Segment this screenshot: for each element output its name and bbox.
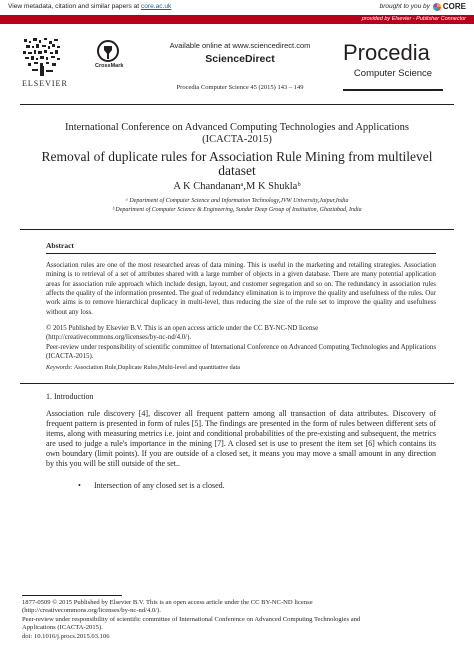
bullet-text: Intersection of any closed set is a closed. <box>94 481 225 490</box>
license-link[interactable]: (http://creativecommons.org/licenses/by-nc-nd/4.0/). <box>46 334 192 342</box>
affiliation-a: ᵃ Department of Computer Science and Information Technology,JVW University,Jaipur,India <box>125 198 349 204</box>
footer-block <box>22 599 462 641</box>
abstract-heading: Abstract <box>46 241 74 250</box>
abstract-body <box>46 261 436 317</box>
publisher-name: ELSEVIER <box>22 79 68 88</box>
paper-authors: A K Chandananᵃ,M K Shuklaᵇ <box>173 181 301 192</box>
introduction-heading: 1. Introduction <box>46 392 94 401</box>
crossmark-label: CrossMark <box>95 63 124 69</box>
abstract-bottom-divider <box>20 383 454 384</box>
procedia-subtitle: Computer Science <box>353 68 433 79</box>
header-divider <box>20 104 454 105</box>
copyright-line: © 2015 Published by Elsevier B.V. This is an open access article under the CC BY-NC-ND license <box>46 325 319 332</box>
brought-by-label: brought to you by <box>379 3 430 10</box>
procedia-title: Procedia <box>343 40 430 65</box>
abstract-top-divider <box>20 229 454 230</box>
procedia-logo <box>343 41 443 91</box>
introduction-body <box>46 409 436 470</box>
metadata-prefix: View metadata, citation and similar papers at <box>8 3 140 10</box>
introduction-paragraph: Association rule discovery [4], discover all frequent pattern among all transaction of data attributes. Discovery of frequent pattern is presented in form of rules [5]. The findings are presented in the form of rules between different sets of items, along with measuring metrics i.e. joint and conditional probabilities of the pre-existing and subsequent, the metrics are used to judge a rule's importance in the mining [7]. A closed set is use to present the item set [6] which contains its own boundary (limit points). If you are outside of a closed set, it means you may move a small amount in any direction by this you will be still outside of the set.. <box>46 409 436 469</box>
abstract-text: Association rules are one of the most researched areas of data mining. This is useful in the marketing and retailing strategies. Association mining is to retrieval of a set of attributes shared with a large number of objects in a given database. There are many potential application areas for association rule approach which include design, layout, and customer segregation and so on. The redundancy in association rules affects the quality of the information presented. The goal of redundancy elimination is to improve the quality and usefulness of the rules. Our work aims is to remove hierarchical duplicacy in multi-level, thus reducing the size of the rule set to improve the quality and usefulness without any loss. <box>46 262 436 316</box>
footer-peer-review-cont: Applications (ICACTA-2015). <box>22 624 103 632</box>
keywords-line <box>46 364 436 371</box>
core-link[interactable]: core.ac.uk <box>140 3 172 10</box>
footer-peer-review: Peer-review under responsibility of scientific committee of International Conference on Advanced Computing Technologies and <box>22 615 361 623</box>
provider-label[interactable]: provided by Elsevier - Publisher Connector <box>361 16 466 22</box>
journal-citation: Procedia Computer Science 45 (2015) 143 – 149 <box>176 84 304 91</box>
paper-title: Removal of duplicate rules for Association Rule Mining from multilevel dataset <box>41 149 433 178</box>
keywords-label: Keywords: <box>46 364 73 371</box>
keywords-list: Association Rule,Duplicate Rules,Multi-level and quantitative data <box>73 364 240 371</box>
sciencedirect-title: ScienceDirect <box>205 53 275 65</box>
available-online: Available online at www.sciencedirect.com <box>169 41 311 50</box>
footnote-divider <box>22 595 122 596</box>
copyright-block <box>46 324 436 361</box>
metadata-note <box>8 3 171 10</box>
core-label: CORE <box>442 2 466 11</box>
abstract-heading-divider <box>46 253 436 254</box>
crossmark-icon[interactable] <box>97 40 119 62</box>
affiliation-b: ᵇ Department of Computer Science & Engineering, Sundar Deep Group of Institution, Ghaziabad, India <box>112 207 362 213</box>
core-top-bar <box>0 0 474 15</box>
peer-review-note: Peer-review under responsibility of scientific committee of International Conference on Advanced Computing Technologies and Applications (ICACTA-2015). <box>46 343 436 360</box>
provider-bar <box>0 15 474 24</box>
bullet-icon: • <box>78 481 81 490</box>
core-logo-icon <box>433 3 441 11</box>
conference-name: International Conference on Advanced Computing Technologies and Applications (ICACTA-2015) <box>64 122 410 145</box>
footer-license-link[interactable]: (http://creativecommons.org/licenses/by-nc-nd/4.0/). <box>22 607 161 615</box>
core-brand[interactable] <box>380 2 466 11</box>
footer-doi[interactable]: doi: 10.1016/j.procs.2015.03.106 <box>22 632 110 640</box>
core-logo <box>433 2 466 11</box>
footer-issn: 1877-0509 © 2015 Published by Elsevier B.V. This is an open access article under the CC BY-NC-ND license <box>22 599 313 606</box>
